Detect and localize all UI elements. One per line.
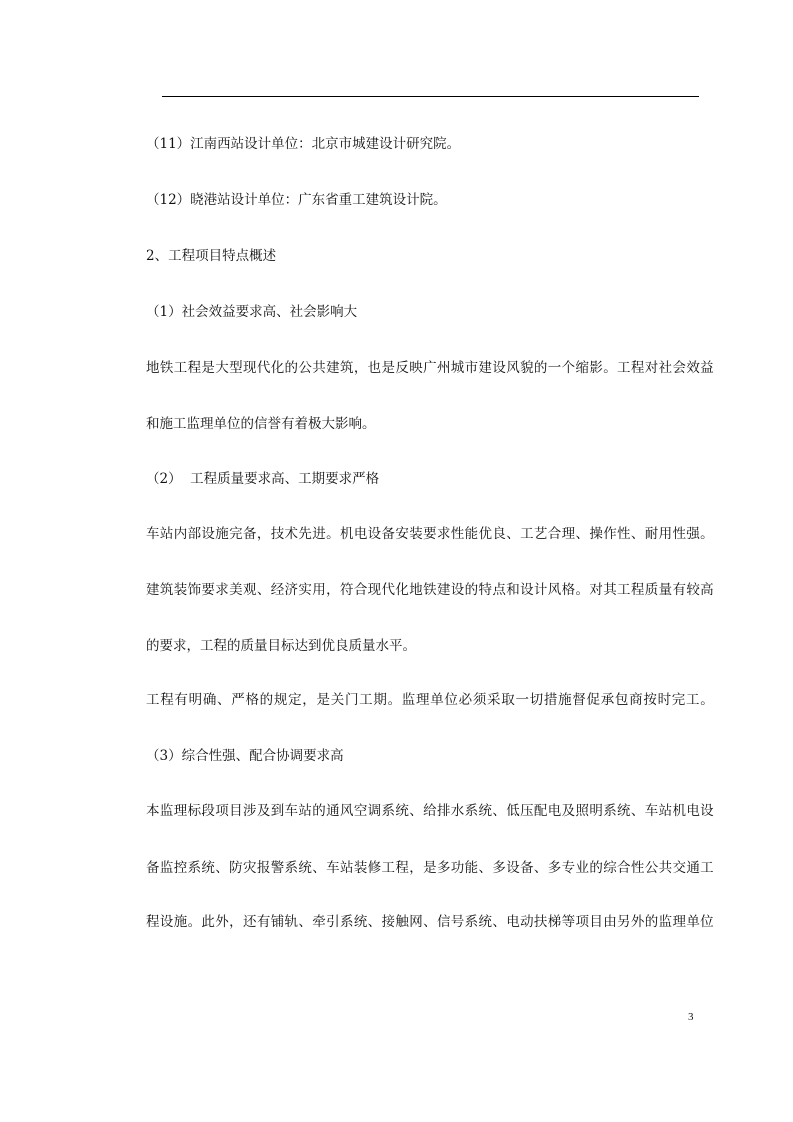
page-number: 3 <box>688 1011 694 1023</box>
line-2: （12）晓港站设计单位：广东省重工建筑设计院。 <box>146 192 447 208</box>
subheading-2: （2） 工程质量要求高、工期要求严格 <box>146 471 380 487</box>
subheading-1: （1）社会效益要求高、社会影响大 <box>146 304 358 320</box>
paragraph-1-line-1: 地铁工程是大型现代化的公共建筑，也是反映广州城市建设风貌的一个缩影。工程对社会效益 <box>146 360 714 376</box>
paragraph-4-line-1: 本监理标段项目涉及到车站的通风空调系统、给排水系统、低压配电及照明系统、车站机电设 <box>146 803 714 819</box>
paragraph-2-line-3: 的要求，工程的质量目标达到优良质量水平。 <box>146 638 416 654</box>
paragraph-2-line-1: 车站内部设施完备，技术先进。机电设备安装要求性能优良、工艺合理、操作性、耐用性强。 <box>146 526 714 542</box>
subheading-3: （3）综合性强、配合协调要求高 <box>146 748 344 764</box>
paragraph-1-line-2: 和施工监理单位的信誉有着极大影响。 <box>146 416 376 432</box>
line-1: （11）江南西站设计单位：北京市城建设计研究院。 <box>146 136 461 152</box>
header-rule <box>162 96 699 97</box>
paragraph-4-line-2: 备监控系统、防灾报警系统、车站装修工程，是多功能、多设备、多专业的综合性公共交通工 <box>146 860 714 876</box>
section-heading: 2、工程项目特点概述 <box>146 248 277 264</box>
paragraph-3-line-1: 工程有明确、严格的规定，是关门工期。监理单位必须采取一切措施督促承包商按时完工。 <box>146 692 714 708</box>
paragraph-4-line-3: 程设施。此外，还有铺轨、牵引系统、接触网、信号系统、电动扶梯等项目由另外的监理单位 <box>146 914 714 930</box>
paragraph-2-line-2: 建筑装饰要求美观、经济实用，符合现代化地铁建设的特点和设计风格。对其工程质量有较高 <box>146 582 714 598</box>
